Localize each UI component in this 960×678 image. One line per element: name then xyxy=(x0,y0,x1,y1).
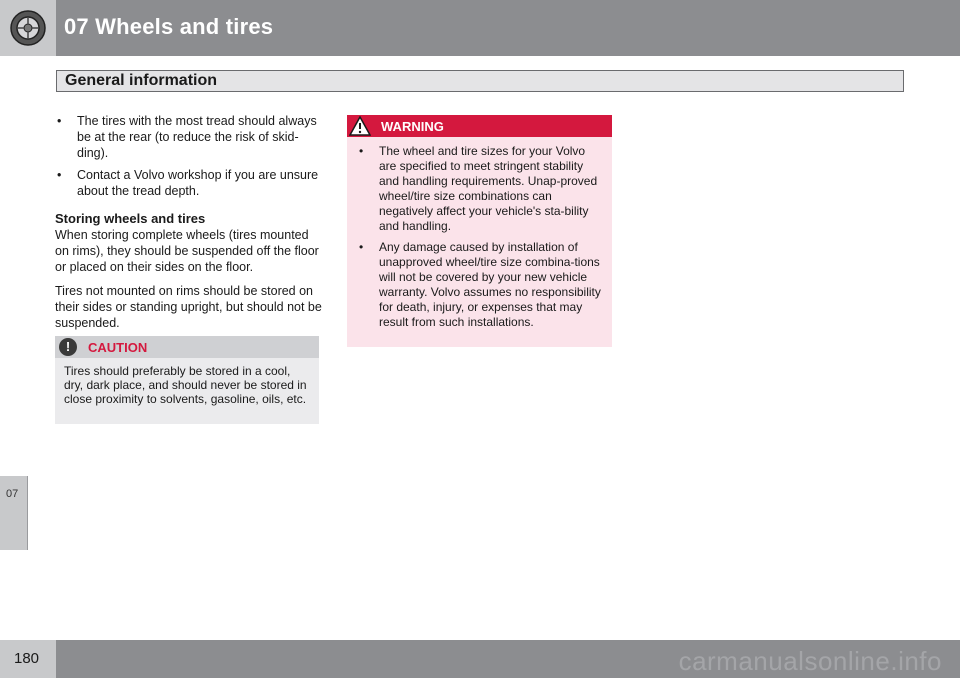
warning-triangle-icon xyxy=(349,116,371,136)
bullet-text: The wheel and tire sizes for your Volvo are specified to meet stringent stability and handling requirements. Unap-proved wheel/tire size combinations can negatively affect your vehicle's sta-bility and handling. xyxy=(379,144,598,233)
page-number: 180 xyxy=(14,650,40,667)
section-title: General information xyxy=(65,72,218,89)
warning-box xyxy=(347,115,612,347)
chapter-icon-box xyxy=(0,0,56,56)
tire-icon xyxy=(8,8,48,48)
exclamation-circle-icon: ! xyxy=(59,338,77,356)
chapter-title: 07 Wheels and tires xyxy=(64,14,274,39)
chapter-side-tab[interactable] xyxy=(0,476,28,550)
bullet-text: Contact a Volvo workshop if you are unsure about the tread depth. xyxy=(77,168,319,198)
paragraph: Tires not mounted on rims should be stored on their sides or standing upright, but should not be suspended. xyxy=(55,284,322,330)
bullet-icon: • xyxy=(57,114,62,128)
caution-box xyxy=(55,336,319,424)
warning-header xyxy=(347,115,612,137)
list-item xyxy=(357,144,604,234)
bullet-text: Any damage caused by installation of unapproved wheel/tire size combina-tions will not be covered by your new vehicle warranty. Volvo assumes no responsibility for death, injury, or expenses that may result from such installations. xyxy=(379,240,601,329)
caution-text: Tires should preferably be stored in a cool, dry, dark place, and should never be stored in close proximity to solvents, gasoline, oils, etc. xyxy=(64,364,307,406)
bullet-icon: • xyxy=(359,144,364,158)
list-item xyxy=(357,240,604,330)
page-number-box xyxy=(0,640,56,678)
list-item xyxy=(55,167,323,199)
main-column xyxy=(55,113,323,339)
side-tab-label: 07 xyxy=(6,488,19,500)
warning-label: WARNING xyxy=(381,119,444,134)
caution-label: CAUTION xyxy=(88,340,148,355)
bullet-icon: • xyxy=(57,168,62,182)
footer-bar xyxy=(56,640,960,678)
bullet-text: The tires with the most tread should always be at the rear (to reduce the risk of skid-ding). xyxy=(77,114,317,160)
list-item xyxy=(55,113,323,161)
section-header xyxy=(56,70,904,92)
subheading: Storing wheels and tires xyxy=(55,211,206,226)
warning-body xyxy=(347,137,612,330)
chapter-header xyxy=(56,0,960,56)
caution-header xyxy=(55,336,319,358)
paragraph: When storing complete wheels (tires mounted on rims), they should be suspended off the floor or placed on their sides on the floor. xyxy=(55,228,319,274)
watermark: carmanualsonline.info xyxy=(678,646,942,676)
bullet-icon: • xyxy=(359,240,364,254)
